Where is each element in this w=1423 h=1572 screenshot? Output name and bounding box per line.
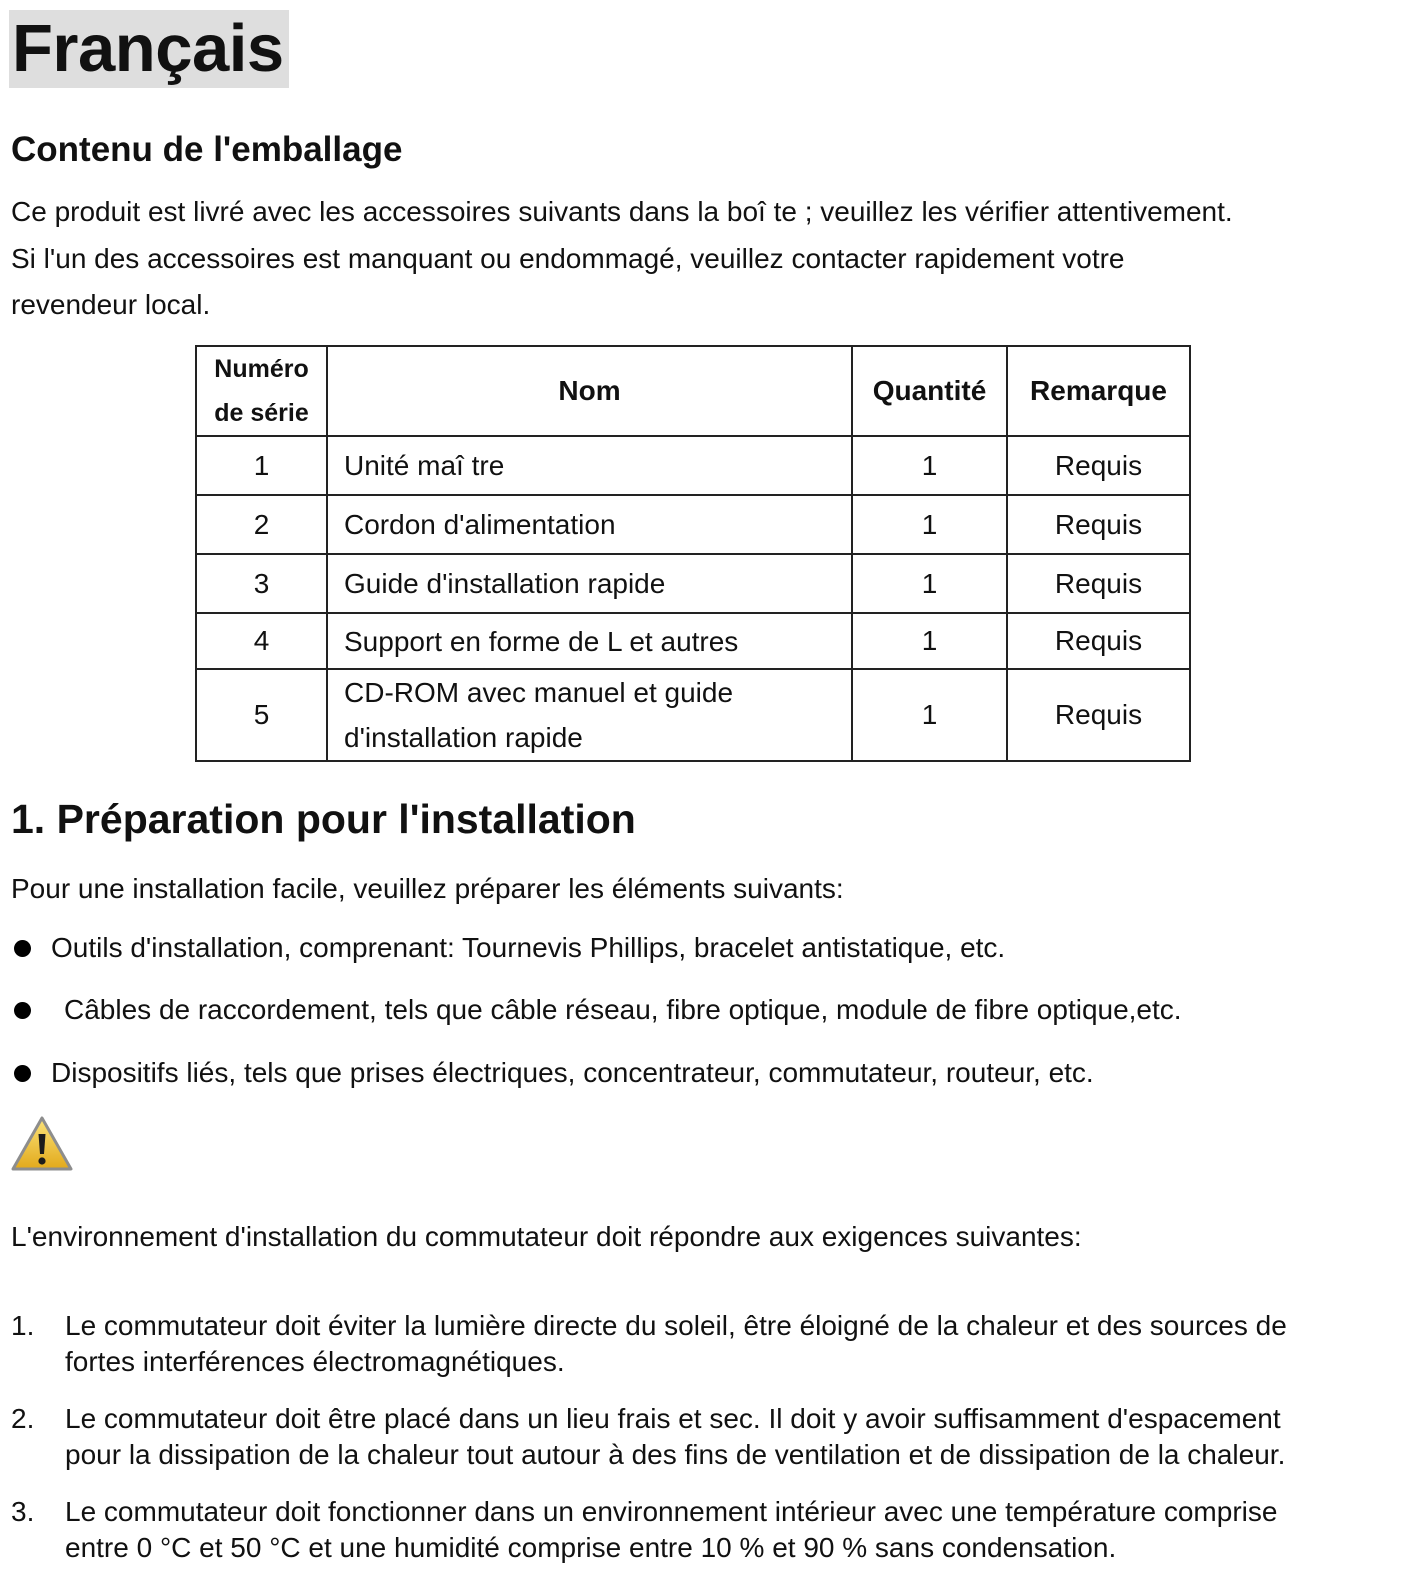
packaging-intro-line-3: revendeur local.	[11, 289, 211, 320]
list-item-text: Le commutateur doit éviter la lumière directe du soleil, être éloigné de la chaleur et des sources de fortes interférences électromagnétiques.	[65, 1310, 1287, 1377]
cell-name: Guide d'installation rapide	[327, 554, 852, 613]
cell-remark: Requis	[1007, 613, 1190, 669]
cell-name: Unité maî tre	[327, 436, 852, 495]
packaging-heading: Contenu de l'emballage	[11, 130, 403, 169]
cell-serial: 2	[196, 495, 327, 554]
warning-triangle-icon	[10, 1115, 74, 1173]
header-name: Nom	[327, 346, 852, 436]
list-item-number: 1.	[11, 1310, 35, 1341]
table-header-row	[196, 346, 1190, 436]
packaging-intro-line-2: Si l'un des accessoires est manquant ou endommagé, veuillez contacter rapidement votre	[11, 243, 1125, 274]
package-contents-table	[195, 345, 1191, 762]
header-serial-number	[196, 346, 327, 436]
table-row	[196, 613, 1190, 669]
cell-quantity: 1	[852, 436, 1007, 495]
cell-name-line-1: CD-ROM avec manuel et guide	[344, 677, 734, 708]
table-row	[196, 669, 1190, 761]
cell-remark: Requis	[1007, 554, 1190, 613]
header-quantity: Quantité	[852, 346, 1007, 436]
list-item-text: Le commutateur doit fonctionner dans un environnement intérieur avec une température comprise entre 0 °C et 50 °C et une humidité comprise entre 10 % et 90 % sans condensation.	[65, 1496, 1278, 1563]
cell-quantity: 1	[852, 495, 1007, 554]
cell-quantity: 1	[852, 554, 1007, 613]
cell-quantity: 1	[852, 669, 1007, 761]
cell-remark: Requis	[1007, 436, 1190, 495]
page-title: Français	[9, 10, 289, 88]
cell-remark: Requis	[1007, 669, 1190, 761]
header-serial-line-1: Numéro	[214, 355, 309, 383]
preparation-heading: 1. Préparation pour l'installation	[11, 796, 636, 842]
table-row	[196, 554, 1190, 613]
bullet-dot-icon	[14, 940, 31, 957]
bullet-dot-icon	[14, 1065, 31, 1082]
cell-serial: 3	[196, 554, 327, 613]
table-row	[196, 495, 1190, 554]
header-remark: Remarque	[1007, 346, 1190, 436]
list-item-number: 3.	[11, 1496, 35, 1527]
bullet-text: Outils d'installation, comprenant: Tournevis Phillips, bracelet antistatique, etc.	[51, 932, 1006, 963]
preparation-intro: Pour une installation facile, veuillez préparer les éléments suivants:	[11, 873, 844, 904]
cell-name	[327, 669, 852, 761]
cell-remark: Requis	[1007, 495, 1190, 554]
table-row	[196, 436, 1190, 495]
bullet-text: Dispositifs liés, tels que prises électriques, concentrateur, commutateur, routeur, etc.	[51, 1057, 1094, 1088]
environment-intro: L'environnement d'installation du commutateur doit répondre aux exigences suivantes:	[11, 1221, 1082, 1252]
cell-name: Support en forme de L et autres	[327, 613, 852, 669]
bullet-dot-icon	[14, 1002, 31, 1019]
cell-serial: 1	[196, 436, 327, 495]
cell-quantity: 1	[852, 613, 1007, 669]
header-serial-line-2: de série	[214, 399, 309, 427]
list-item-text: Le commutateur doit être placé dans un lieu frais et sec. Il doit y avoir suffisamment d'espacement pour la dissipation de la chaleur tout autour à des fins de ventilation et de dissipation de la chaleur.	[65, 1403, 1286, 1470]
cell-name: Cordon d'alimentation	[327, 495, 852, 554]
cell-serial: 4	[196, 613, 327, 669]
cell-serial: 5	[196, 669, 327, 761]
bullet-text: Câbles de raccordement, tels que câble réseau, fibre optique, module de fibre optique,etc.	[64, 994, 1182, 1025]
list-item-number: 2.	[11, 1403, 35, 1434]
packaging-intro-line-1: Ce produit est livré avec les accessoires suivants dans la boî te ; veuillez les vérifier attentivement.	[11, 196, 1233, 227]
cell-name-line-2: d'installation rapide	[344, 722, 583, 753]
